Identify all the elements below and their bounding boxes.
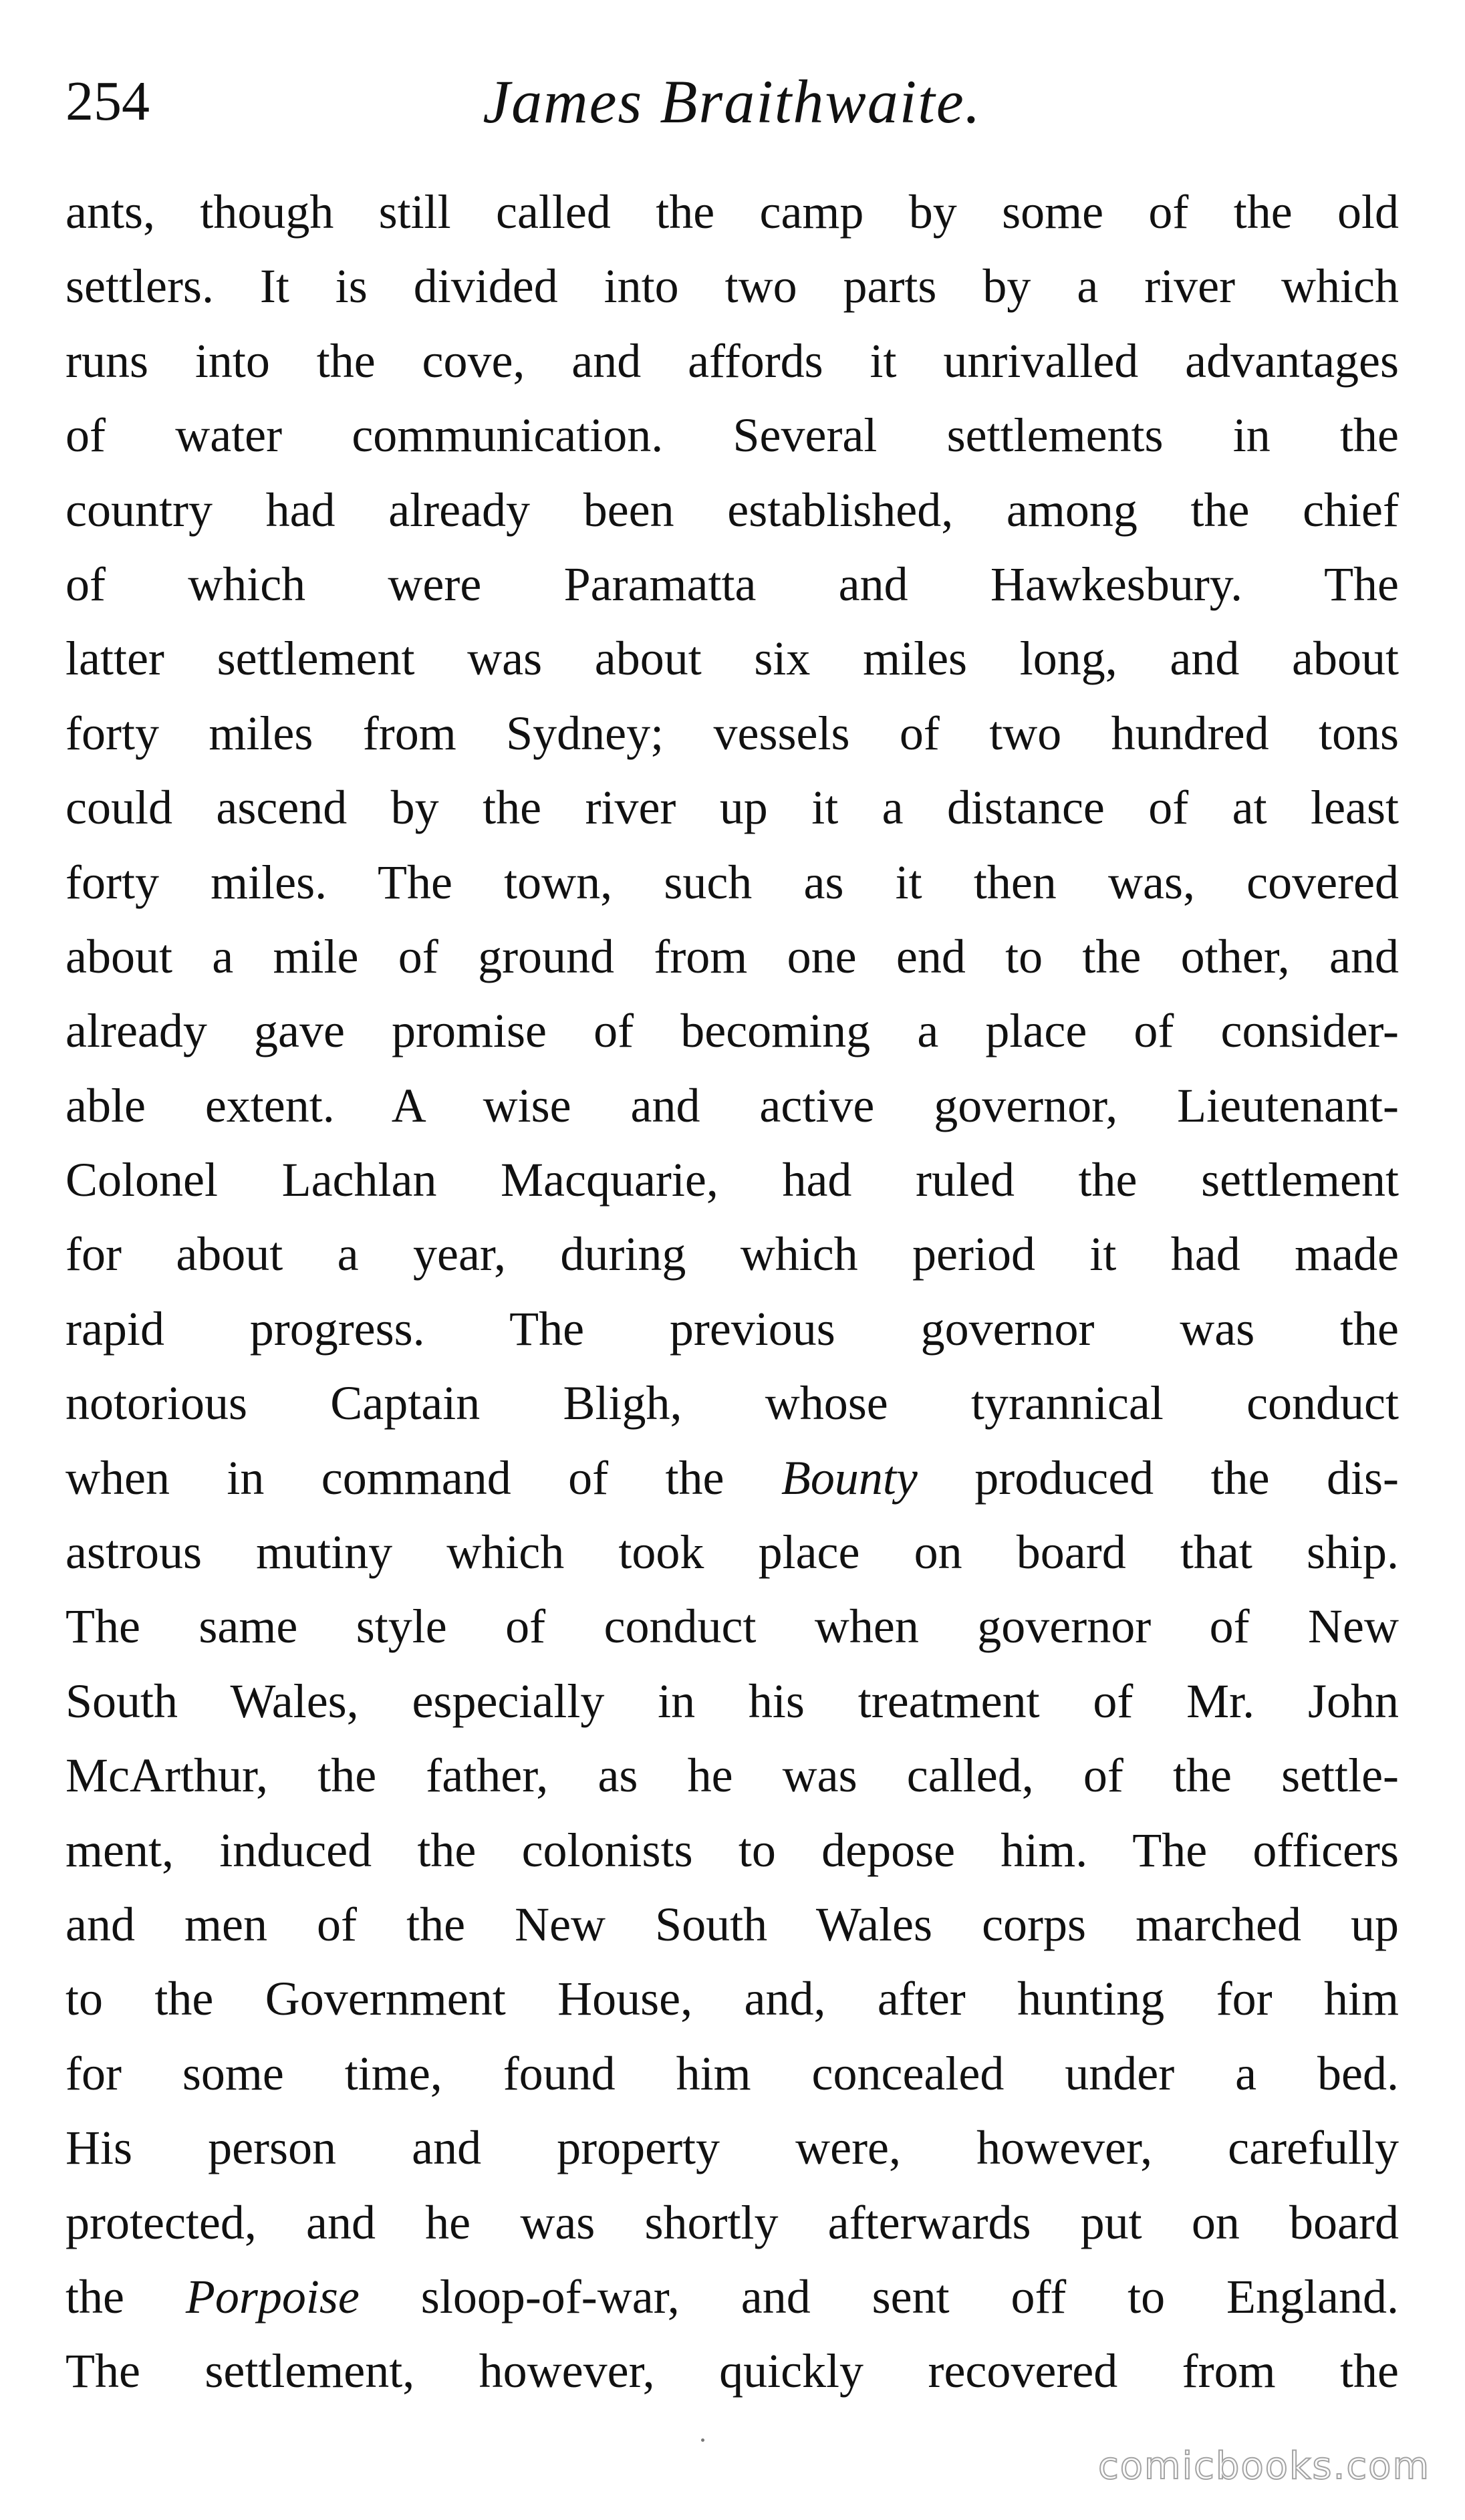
text-segment: of water communication. Several settlements in the (65, 408, 1399, 463)
text-line (65, 1813, 1399, 1888)
text-segment: about a mile of ground from one end to the other, and (65, 929, 1399, 983)
text-line (65, 2186, 1399, 2260)
text-line (65, 1664, 1399, 1739)
text-segment: McArthur, the father, as he was called, of the settle- (65, 1749, 1399, 1803)
text-line (65, 1366, 1399, 1440)
text-line (65, 249, 1399, 324)
text-line (65, 920, 1399, 994)
text-segment: the (65, 2269, 186, 2323)
text-line (65, 324, 1399, 398)
text-line (65, 1441, 1399, 1515)
page-number: 254 (65, 70, 150, 132)
text-segment: when in command of the (65, 1451, 781, 1505)
text-line (65, 1590, 1399, 1664)
text-segment: could ascend by the river up it a distance of at least (65, 781, 1399, 835)
italic-ship-name: Bounty (781, 1451, 918, 1505)
text-segment: already gave promise of becoming a place of consider- (65, 1004, 1399, 1058)
text-line (65, 697, 1399, 771)
text-segment: of which were Paramatta and Hawkesbury. The (65, 557, 1399, 611)
text-line (65, 473, 1399, 547)
text-line (65, 1888, 1399, 1962)
text-line (65, 2334, 1399, 2408)
text-segment: produced the dis- (917, 1451, 1399, 1505)
text-segment: Colonel Lachlan Macquarie, had ruled the settlement (65, 1153, 1399, 1207)
text-segment: forty miles. The town, such as it then was, covered (65, 855, 1399, 909)
text-segment: to the Government House, and, after hunting for him (65, 1972, 1399, 2026)
text-line (65, 547, 1399, 622)
text-segment: able extent. A wise and active governor, Lieutenant- (65, 1078, 1399, 1132)
text-segment: sloop-of-war, and sent off to England. (359, 2269, 1399, 2323)
text-segment: ants, though still called the camp by some of the old (65, 185, 1399, 239)
italic-ship-name: Porpoise (185, 2269, 360, 2323)
text-segment: settlers. It is divided into two parts by a river which (65, 259, 1399, 313)
text-segment: protected, and he was shortly afterwards put on board (65, 2195, 1399, 2249)
text-line (65, 1069, 1399, 1143)
page-header (65, 61, 1399, 142)
text-line (65, 846, 1399, 920)
text-line (65, 771, 1399, 845)
text-line (65, 175, 1399, 249)
text-segment: for about a year, during which period it had made (65, 1227, 1399, 1281)
text-line (65, 1962, 1399, 2036)
text-segment: South Wales, especially in his treatment of Mr. John (65, 1674, 1399, 1728)
text-segment: The settlement, however, quickly recovered from the (65, 2344, 1399, 2398)
text-line (65, 398, 1399, 473)
body-text (65, 175, 1399, 2409)
text-line (65, 622, 1399, 696)
text-segment: His person and property were, however, carefully (65, 2121, 1399, 2175)
text-segment: ment, induced the colonists to depose him. The officers (65, 1823, 1399, 1877)
text-line (65, 1292, 1399, 1366)
text-segment: country had already been established, among the chief (65, 483, 1399, 537)
text-line (65, 1143, 1399, 1217)
text-segment: for some time, found him concealed under a bed. (65, 2046, 1399, 2100)
text-segment: and men of the New South Wales corps marched up (65, 1897, 1399, 1951)
text-line (65, 2111, 1399, 2185)
text-segment: astrous mutiny which took place on board that ship. (65, 1525, 1399, 1580)
text-segment: rapid progress. The previous governor was the (65, 1301, 1399, 1356)
text-line (65, 1217, 1399, 1291)
text-segment: forty miles from Sydney; vessels of two hundred tons (65, 706, 1399, 760)
text-line (65, 1739, 1399, 1813)
text-segment: runs into the cove, and affords it unrivalled advantages (65, 334, 1399, 388)
text-line (65, 2037, 1399, 2111)
watermark: comicbooks.com (1097, 2444, 1430, 2488)
text-segment: The same style of conduct when governor of New (65, 1600, 1399, 1654)
text-line (65, 1515, 1399, 1590)
print-speck (701, 2438, 704, 2442)
running-title: James Braithwaite. (483, 68, 982, 136)
text-segment: latter settlement was about six miles long, and about (65, 632, 1399, 686)
text-segment: notorious Captain Bligh, whose tyrannical conduct (65, 1376, 1399, 1430)
text-line (65, 994, 1399, 1068)
text-line (65, 2260, 1399, 2334)
